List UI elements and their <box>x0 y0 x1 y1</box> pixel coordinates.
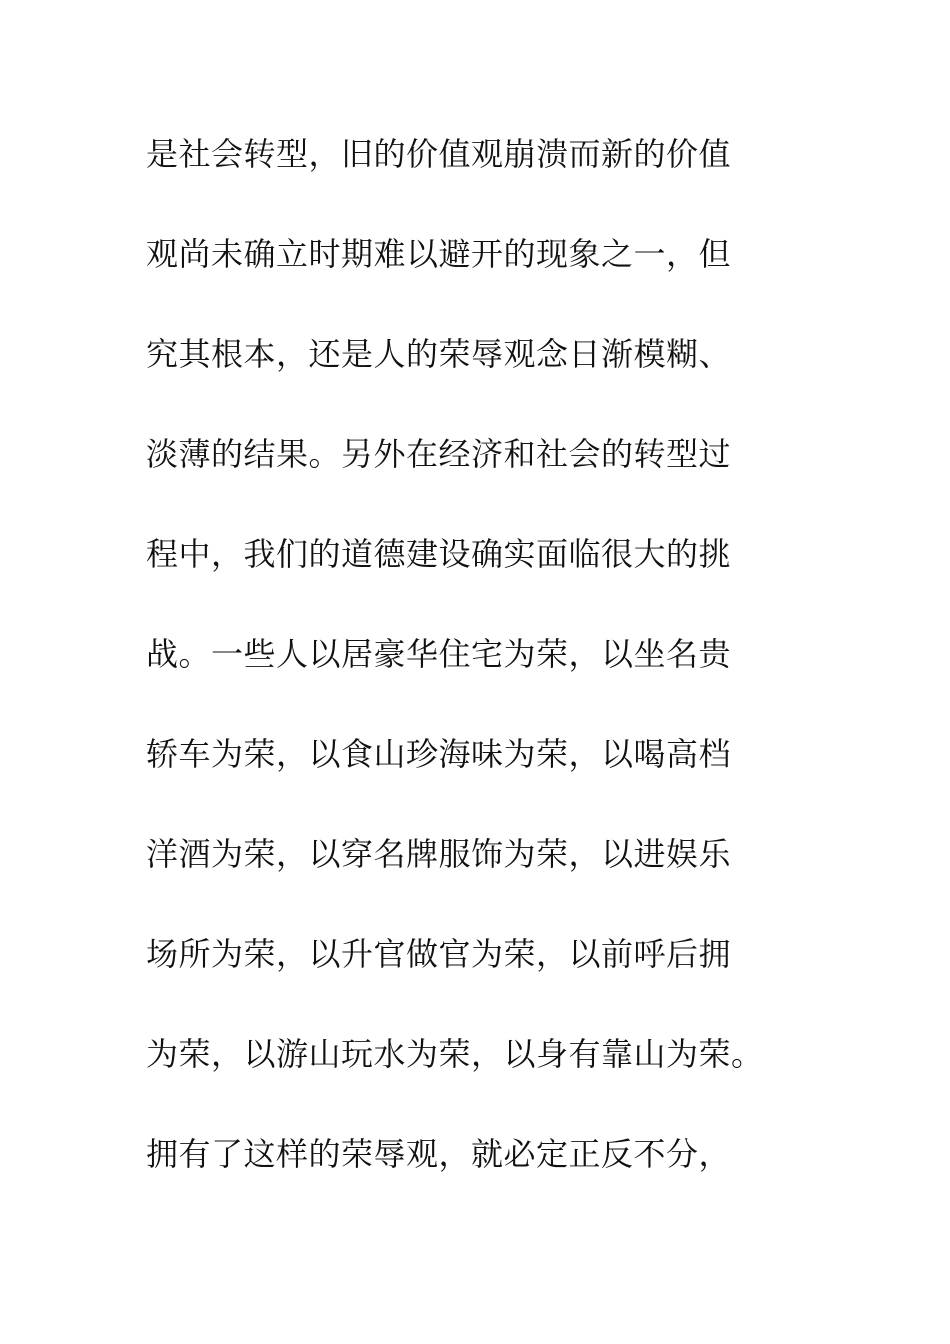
text-line-7: 轿车为荣，以食山珍海味为荣，以喝高档 <box>146 735 732 773</box>
text-line-11: 拥有了这样的荣辱观，就必定正反不分， <box>146 1135 732 1173</box>
text-line-8: 洋酒为荣，以穿名牌服饰为荣，以进娱乐 <box>146 835 732 873</box>
text-line-4: 淡薄的结果。另外在经济和社会的转型过 <box>146 435 732 473</box>
text-line-10: 为荣，以游山玩水为荣，以身有靠山为荣。 <box>146 1035 764 1073</box>
text-line-9: 场所为荣，以升官做官为荣，以前呼后拥 <box>146 935 732 973</box>
text-line-5: 程中，我们的道德建设确实面临很大的挑 <box>146 535 732 573</box>
body-text <box>146 125 826 1225</box>
text-line-3: 究其根本，还是人的荣辱观念日渐模糊、 <box>146 335 732 373</box>
text-line-6: 战。一些人以居豪华住宅为荣，以坐名贵 <box>146 635 732 673</box>
text-line-2: 观尚未确立时期难以避开的现象之一，但 <box>146 235 732 273</box>
text-line-1: 是社会转型，旧的价值观崩溃而新的价值 <box>146 135 732 173</box>
